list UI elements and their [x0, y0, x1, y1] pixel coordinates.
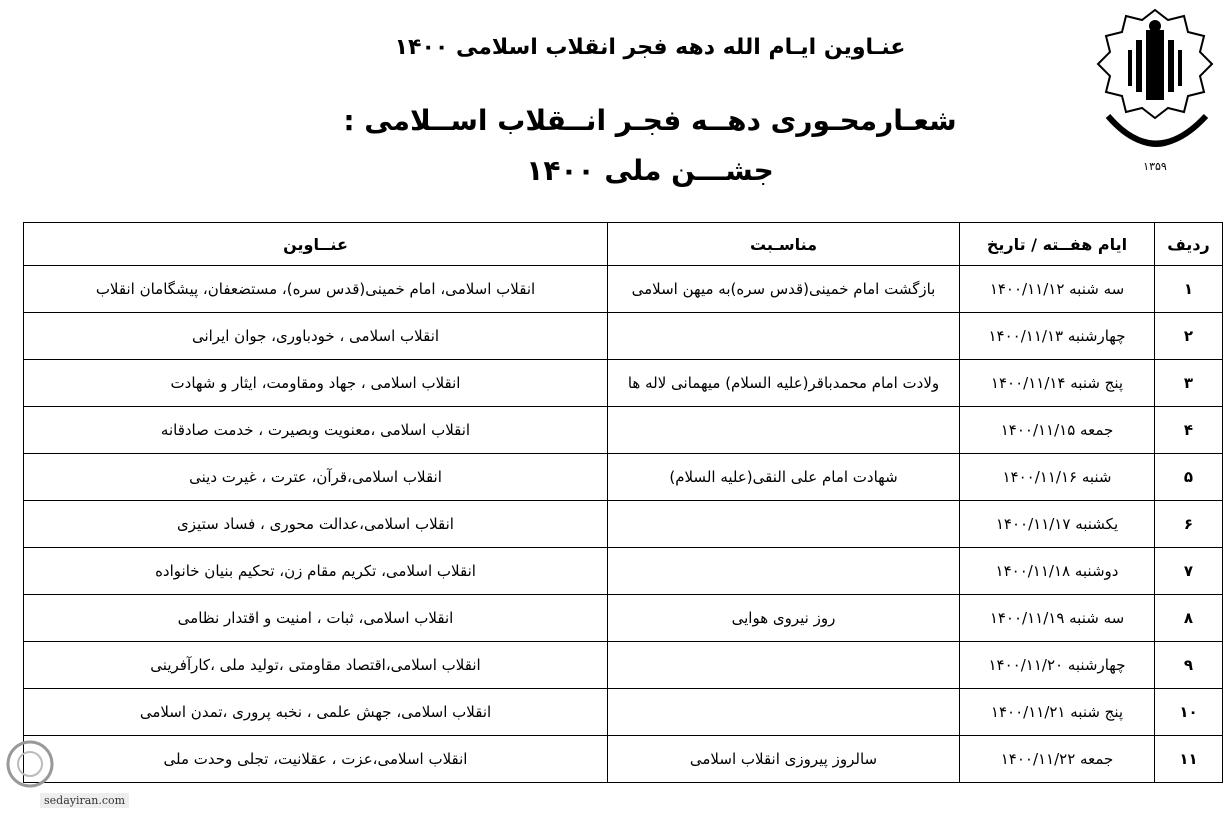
row-number-cell: ۹ [1155, 642, 1223, 689]
table-header-row [24, 223, 1223, 266]
row-number-cell: ۲ [1155, 313, 1223, 360]
table-row [24, 642, 1223, 689]
table-row [24, 501, 1223, 548]
occasion-cell: بازگشت امام خمینی(قدس سره)به میهن اسلامی [608, 266, 960, 313]
date-cell: جمعه ۱۴۰۰/۱۱/۱۵ [960, 407, 1155, 454]
occasion-cell: روز نیروی هوایی [608, 595, 960, 642]
row-number-cell: ۳ [1155, 360, 1223, 407]
titles-cell: انقلاب اسلامی ،معنویت وبصیرت ، خدمت صادقانه [24, 407, 608, 454]
table-row [24, 595, 1223, 642]
row-number-cell: ۸ [1155, 595, 1223, 642]
logo-year: ۱۳۵۹ [1143, 160, 1167, 173]
header-row-no: ردیف [1155, 223, 1223, 266]
row-number-cell: ۱ [1155, 266, 1223, 313]
slogan-heading: شعـارمحـوری دهــه فجـر انــقلاب اســلامی : جشـــن ملی ۱۴۰۰ [343, 104, 957, 187]
date-cell: جمعه ۱۴۰۰/۱۱/۲۲ [960, 736, 1155, 783]
date-cell: پنج شنبه ۱۴۰۰/۱۱/۱۴ [960, 360, 1155, 407]
header-occasion: مناسـبت [608, 223, 960, 266]
table-row [24, 689, 1223, 736]
titles-cell: انقلاب اسلامی،عزت ، عقلانیت، تجلی وحدت ملی [24, 736, 608, 783]
watermark-site: sedayiran.com [40, 793, 129, 808]
titles-cell: انقلاب اسلامی،اقتصاد مقاومتی ،تولید ملی ،کارآفرینی [24, 642, 608, 689]
occasion-cell [608, 548, 960, 595]
row-number-cell: ۵ [1155, 454, 1223, 501]
titles-cell: انقلاب اسلامی، جهش علمی ، نخبه پروری ،تمدن اسلامی [24, 689, 608, 736]
titles-cell: انقلاب اسلامی ، خودباوری، جوان ایرانی [24, 313, 608, 360]
row-number-cell: ۷ [1155, 548, 1223, 595]
occasion-cell [608, 501, 960, 548]
date-cell: چهارشنبه ۱۴۰۰/۱۱/۱۳ [960, 313, 1155, 360]
occasion-cell [608, 407, 960, 454]
occasion-cell: سالروز پیروزی انقلاب اسلامی [608, 736, 960, 783]
occasion-cell [608, 313, 960, 360]
table-row [24, 313, 1223, 360]
table-row [24, 548, 1223, 595]
date-cell: پنج شنبه ۱۴۰۰/۱۱/۲۱ [960, 689, 1155, 736]
date-cell: دوشنبه ۱۴۰۰/۱۱/۱۸ [960, 548, 1155, 595]
header-date: ایام هفــته / تاریخ [960, 223, 1155, 266]
occasion-cell: شهادت امام علی النقی(علیه السلام) [608, 454, 960, 501]
row-number-cell: ۱۰ [1155, 689, 1223, 736]
table-row [24, 736, 1223, 783]
titles-cell: انقلاب اسلامی، امام خمینی(قدس سره)، مستضعفان، پیشگامان انقلاب [24, 266, 608, 313]
titles-cell: انقلاب اسلامی، تکریم مقام زن، تحکیم بنیان خانواده [24, 548, 608, 595]
titles-cell: انقلاب اسلامی،قرآن، عترت ، غیرت دینی [24, 454, 608, 501]
titles-cell: انقلاب اسلامی،عدالت محوری ، فساد ستیزی [24, 501, 608, 548]
date-cell: یکشنبه ۱۴۰۰/۱۱/۱۷ [960, 501, 1155, 548]
organization-logo-icon [1088, 6, 1222, 182]
row-number-cell: ۴ [1155, 407, 1223, 454]
date-cell: سه شنبه ۱۴۰۰/۱۱/۱۲ [960, 266, 1155, 313]
titles-cell: انقلاب اسلامی، ثبات ، امنیت و اقتدار نظامی [24, 595, 608, 642]
row-number-cell: ۶ [1155, 501, 1223, 548]
table-row [24, 454, 1223, 501]
occasion-cell [608, 642, 960, 689]
header-titles: عنــاوین [24, 223, 608, 266]
date-cell: شنبه ۱۴۰۰/۱۱/۱۶ [960, 454, 1155, 501]
occasion-cell [608, 689, 960, 736]
table-row [24, 407, 1223, 454]
date-cell: چهارشنبه ۱۴۰۰/۱۱/۲۰ [960, 642, 1155, 689]
occasion-cell: ولادت امام محمدباقر(علیه السلام) میهمانی لاله ها [608, 360, 960, 407]
titles-cell: انقلاب اسلامی ، جهاد ومقاومت، ایثار و شهادت [24, 360, 608, 407]
events-table [23, 222, 1223, 783]
page-title: عنـاوین ایـام الله دهه فجر انقلاب اسلامی ۱۴۰۰ [394, 35, 906, 60]
table-row [24, 360, 1223, 407]
table-row [24, 266, 1223, 313]
row-number-cell: ۱۱ [1155, 736, 1223, 783]
date-cell: سه شنبه ۱۴۰۰/۱۱/۱۹ [960, 595, 1155, 642]
